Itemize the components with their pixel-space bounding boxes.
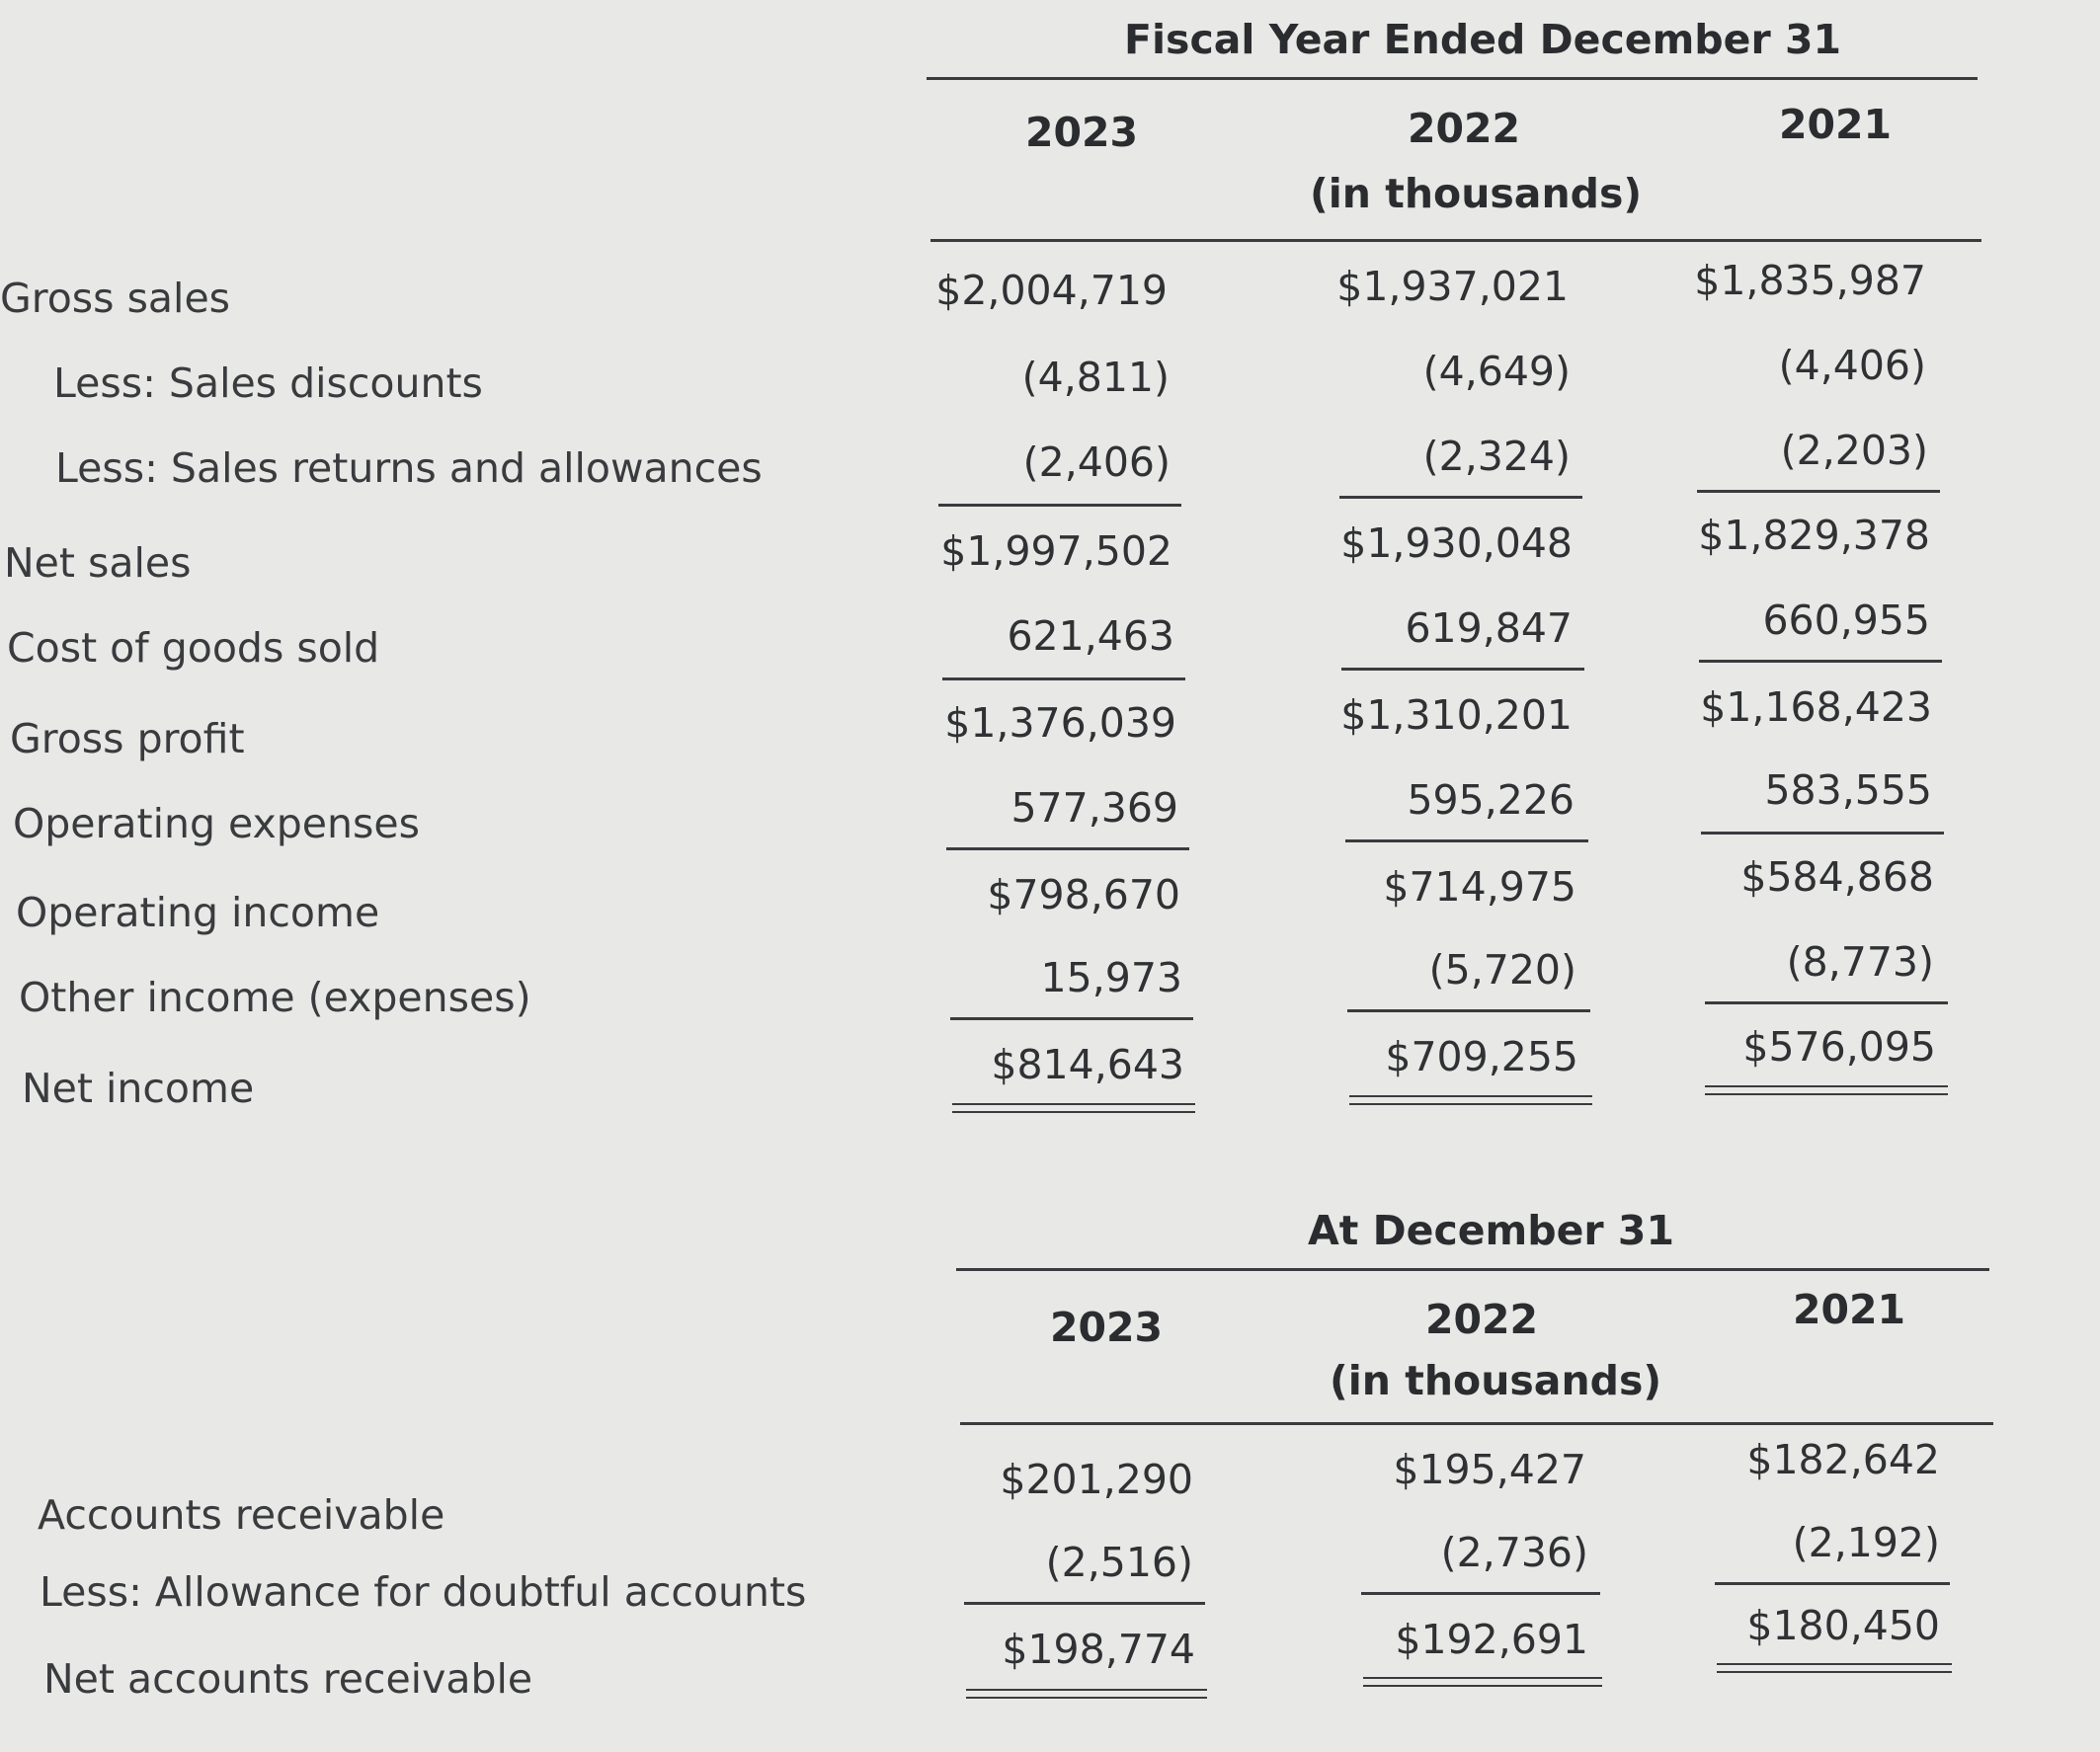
- income-year-2021: 2021: [1778, 101, 1893, 148]
- cell: $1,930,048: [1340, 519, 1573, 567]
- row-label-operating-expenses: Operating expenses: [13, 800, 420, 847]
- cell: $182,642: [1746, 1436, 1940, 1483]
- cell: $195,427: [1393, 1446, 1586, 1493]
- cell: (4,406): [1778, 342, 1926, 389]
- subtotal-rule: [964, 1602, 1205, 1605]
- cell: (5,720): [1428, 946, 1576, 994]
- row-label-cogs: Cost of goods sold: [7, 624, 380, 672]
- row-label-allowance: Less: Allowance for doubtful accounts: [40, 1568, 807, 1616]
- total-double-rule: [1363, 1677, 1602, 1687]
- receivables-unit-note: (in thousands): [1330, 1357, 1662, 1404]
- header-rule: [930, 239, 1981, 242]
- total-double-rule: [966, 1689, 1207, 1699]
- receivables-year-2022: 2022: [1424, 1296, 1539, 1343]
- row-label-gross-sales: Gross sales: [0, 275, 231, 322]
- row-label-gross-profit: Gross profit: [10, 715, 245, 762]
- receivables-year-2021: 2021: [1792, 1286, 1906, 1333]
- receivables-year-2023: 2023: [1049, 1304, 1164, 1351]
- cell: $584,868: [1740, 853, 1934, 901]
- row-label-sales-returns: Less: Sales returns and allowances: [55, 444, 763, 492]
- cell: $1,835,987: [1694, 257, 1926, 304]
- cell: $1,376,039: [944, 699, 1176, 747]
- cell: $1,168,423: [1700, 683, 1932, 731]
- cell: 619,847: [1405, 604, 1573, 652]
- cell: 583,555: [1764, 766, 1932, 814]
- subtotal-rule: [1705, 1001, 1948, 1004]
- subtotal-rule: [950, 1017, 1193, 1020]
- cell: 621,463: [1007, 612, 1174, 660]
- subtotal-rule: [938, 504, 1181, 507]
- row-label-other-income: Other income (expenses): [19, 974, 531, 1021]
- subtotal-rule: [1347, 1009, 1590, 1012]
- income-table-header: Fiscal Year Ended December 31: [1124, 16, 1842, 63]
- cell: (2,324): [1422, 433, 1571, 480]
- cell: (2,192): [1792, 1519, 1940, 1566]
- cell: (8,773): [1786, 938, 1934, 986]
- row-label-operating-income: Operating income: [16, 889, 380, 936]
- subtotal-rule: [1697, 490, 1940, 493]
- cell: $1,829,378: [1698, 512, 1930, 559]
- cell: 660,955: [1762, 597, 1930, 644]
- cell: (4,811): [1021, 354, 1170, 401]
- cell: $709,255: [1385, 1033, 1578, 1080]
- row-label-accounts-receivable: Accounts receivable: [38, 1491, 445, 1539]
- cell: $714,975: [1383, 863, 1576, 911]
- cell: $201,290: [1000, 1456, 1193, 1503]
- cell: 577,369: [1010, 784, 1178, 832]
- row-label-net-income: Net income: [22, 1065, 255, 1112]
- header-rule: [956, 1268, 1989, 1271]
- subtotal-rule: [1341, 668, 1584, 671]
- cell: $192,691: [1395, 1616, 1588, 1663]
- subtotal-rule: [946, 847, 1189, 850]
- cell: (2,406): [1022, 438, 1171, 486]
- header-rule: [927, 77, 1978, 80]
- row-label-net-receivable: Net accounts receivable: [43, 1655, 533, 1703]
- subtotal-rule: [1715, 1582, 1950, 1585]
- subtotal-rule: [1361, 1592, 1600, 1595]
- header-rule: [960, 1422, 1993, 1425]
- cell: $798,670: [987, 871, 1180, 918]
- total-double-rule: [1717, 1663, 1952, 1673]
- cell: $180,450: [1746, 1602, 1940, 1649]
- cell: $1,997,502: [940, 527, 1172, 575]
- cell: 595,226: [1407, 776, 1575, 824]
- income-year-2022: 2022: [1407, 105, 1521, 152]
- cell: $1,310,201: [1340, 691, 1573, 739]
- subtotal-rule: [1699, 660, 1942, 663]
- total-double-rule: [1349, 1095, 1592, 1105]
- cell: $814,643: [991, 1041, 1184, 1088]
- subtotal-rule: [1339, 496, 1582, 499]
- subtotal-rule: [942, 677, 1185, 680]
- receivables-table-header: At December 31: [1308, 1207, 1674, 1254]
- cell: $576,095: [1742, 1023, 1936, 1071]
- row-label-sales-discounts: Less: Sales discounts: [53, 359, 483, 407]
- income-unit-note: (in thousands): [1310, 170, 1643, 217]
- cell: 15,973: [1040, 954, 1182, 1001]
- income-year-2023: 2023: [1024, 109, 1139, 156]
- row-label-net-sales: Net sales: [4, 539, 192, 587]
- cell: (2,203): [1780, 427, 1928, 474]
- cell: (2,516): [1045, 1539, 1193, 1586]
- cell: $1,937,021: [1336, 263, 1569, 310]
- total-double-rule: [1705, 1085, 1948, 1095]
- total-double-rule: [952, 1103, 1195, 1113]
- subtotal-rule: [1345, 839, 1588, 842]
- cell: (2,736): [1440, 1529, 1588, 1576]
- subtotal-rule: [1701, 832, 1944, 835]
- cell: (4,649): [1422, 348, 1571, 395]
- cell: $198,774: [1002, 1626, 1195, 1673]
- cell: $2,004,719: [935, 267, 1168, 314]
